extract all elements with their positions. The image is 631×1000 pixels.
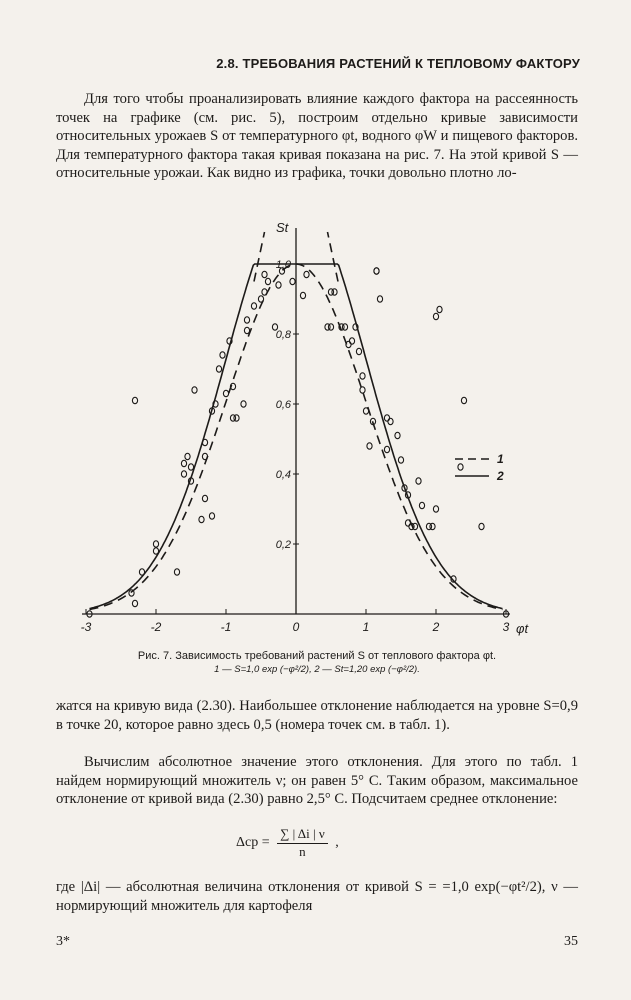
data-point <box>216 366 221 372</box>
data-point <box>276 282 281 288</box>
data-point <box>360 387 365 393</box>
data-point <box>181 471 186 477</box>
data-point <box>461 397 466 403</box>
mean-deviation-formula <box>236 826 339 860</box>
data-point <box>332 289 337 295</box>
data-point <box>202 439 207 445</box>
paragraph-4 <box>56 878 578 915</box>
data-point <box>405 520 410 526</box>
formula-tail: , <box>335 835 339 851</box>
paragraph-4-text: где |Δi| — абсолютная величина отклонения от кривой S = =1,0 exp(−φt²/2), ν — нормирующий множитель для картофеля <box>56 879 578 914</box>
data-point <box>416 478 421 484</box>
legend-label-2: 2 <box>497 469 504 483</box>
y-tick-label: 0,2 <box>275 539 291 551</box>
data-point <box>419 502 424 508</box>
x-tick-label: 0 <box>292 620 300 634</box>
legend-label-1: 1 <box>497 452 504 466</box>
data-point <box>244 317 249 323</box>
figure-caption-legend: 1 — S=1,0 exp (−φ²/2), 2 — St=1,20 exp (−φ²/2). <box>214 664 420 675</box>
data-point <box>433 313 438 319</box>
data-point <box>188 464 193 470</box>
figure-7-chart <box>60 214 580 646</box>
paragraph-3-text: Вычислим абсолютное значение этого отклонения. Для этого по табл. 1 найдем нормирующий множитель ν; он равен 5° С. Таким образом, максимальное отклонение от кривой вида (2.30) равно 2,5° С. Подсчитаем среднее отклонение: <box>56 754 578 808</box>
data-point <box>153 541 158 547</box>
data-point <box>251 303 256 309</box>
x-tick-label: -2 <box>150 620 162 634</box>
data-point <box>174 569 179 575</box>
data-point <box>220 352 225 358</box>
data-point <box>262 289 267 295</box>
formula-fraction <box>277 826 328 860</box>
chart-legend <box>455 452 504 483</box>
data-point <box>223 390 228 396</box>
data-point <box>437 306 442 312</box>
x-tick-label: 1 <box>362 620 370 634</box>
curve-1-extension-right <box>328 232 339 282</box>
data-point <box>132 600 137 606</box>
data-point <box>290 278 295 284</box>
data-point <box>185 453 190 459</box>
data-point <box>241 401 246 407</box>
data-point <box>258 296 263 302</box>
y-tick-label: 0,4 <box>275 469 291 481</box>
paragraph-3 <box>56 753 578 809</box>
data-point <box>388 418 393 424</box>
y-tick-label: 0,8 <box>275 329 291 341</box>
formula-lhs: Δср = <box>236 835 270 850</box>
data-point <box>363 408 368 414</box>
data-point <box>367 443 372 449</box>
data-point <box>304 271 309 277</box>
data-point <box>192 387 197 393</box>
curve-1-extension-left <box>254 232 265 282</box>
data-point <box>374 268 379 274</box>
x-tick-label: 3 <box>502 620 510 634</box>
data-point <box>384 415 389 421</box>
data-point <box>479 523 484 529</box>
data-point <box>153 548 158 554</box>
formula-numerator: ∑ | Δi | ν <box>277 826 328 844</box>
data-point <box>342 324 347 330</box>
data-point <box>132 397 137 403</box>
paragraph-2-text: жатся на кривую вида (2.30). Наибольшее отклонение наблюдается на уровне S=0,9 в точке 20, которое равно здесь 0,5 (номера точек см. в табл. 1). <box>56 698 578 733</box>
x-axis-label: φt <box>516 621 529 636</box>
data-point <box>262 271 267 277</box>
y-axis-label: St <box>276 220 289 235</box>
data-point <box>209 513 214 519</box>
data-point <box>349 338 354 344</box>
page-number: 35 <box>564 934 578 949</box>
y-tick-label: 0,6 <box>275 399 291 411</box>
data-point <box>346 341 351 347</box>
x-tick-label: -3 <box>80 620 92 634</box>
chart-axes <box>82 228 510 614</box>
data-point <box>129 590 134 596</box>
data-point <box>430 523 435 529</box>
section-header: 2.8. ТРЕБОВАНИЯ РАСТЕНИЙ К ТЕПЛОВОМУ ФАКТОРУ <box>216 56 580 71</box>
formula-denominator: n <box>299 844 306 859</box>
data-point <box>356 348 361 354</box>
data-point <box>181 460 186 466</box>
data-point <box>398 457 403 463</box>
paragraph-1 <box>56 90 578 183</box>
data-point <box>433 506 438 512</box>
data-point <box>244 327 249 333</box>
data-point <box>234 415 239 421</box>
figure-caption: Рис. 7. Зависимость требований растений S от теплового фактора φt. <box>137 650 497 662</box>
data-point <box>202 495 207 501</box>
data-point <box>377 296 382 302</box>
chart-labels <box>81 220 530 636</box>
y-tick-label: 1,0 <box>275 259 291 271</box>
x-tick-label: 2 <box>432 620 440 634</box>
data-point <box>395 432 400 438</box>
data-point <box>384 446 389 452</box>
data-point <box>360 373 365 379</box>
data-point <box>139 569 144 575</box>
data-point <box>328 324 333 330</box>
x-tick-label: -1 <box>220 620 232 634</box>
paragraph-1-text: Для того чтобы проанализировать влияние каждого фактора на рассеянность точек на графике (см. рис. 5), построим отдельно кривые зависимости относительных урожаев S от температурного φt, водного φW и пищевого факторов. Для температурного фактора такая кривая показана на рис. 7. На этой кривой S — относительные урожаи. Как видно из графика, точки довольно плотно ло- <box>56 91 578 182</box>
data-point <box>458 464 463 470</box>
signature-mark: 3* <box>56 934 70 949</box>
data-point <box>199 516 204 522</box>
paragraph-2 <box>56 697 578 734</box>
data-point <box>265 278 270 284</box>
data-point <box>300 292 305 298</box>
